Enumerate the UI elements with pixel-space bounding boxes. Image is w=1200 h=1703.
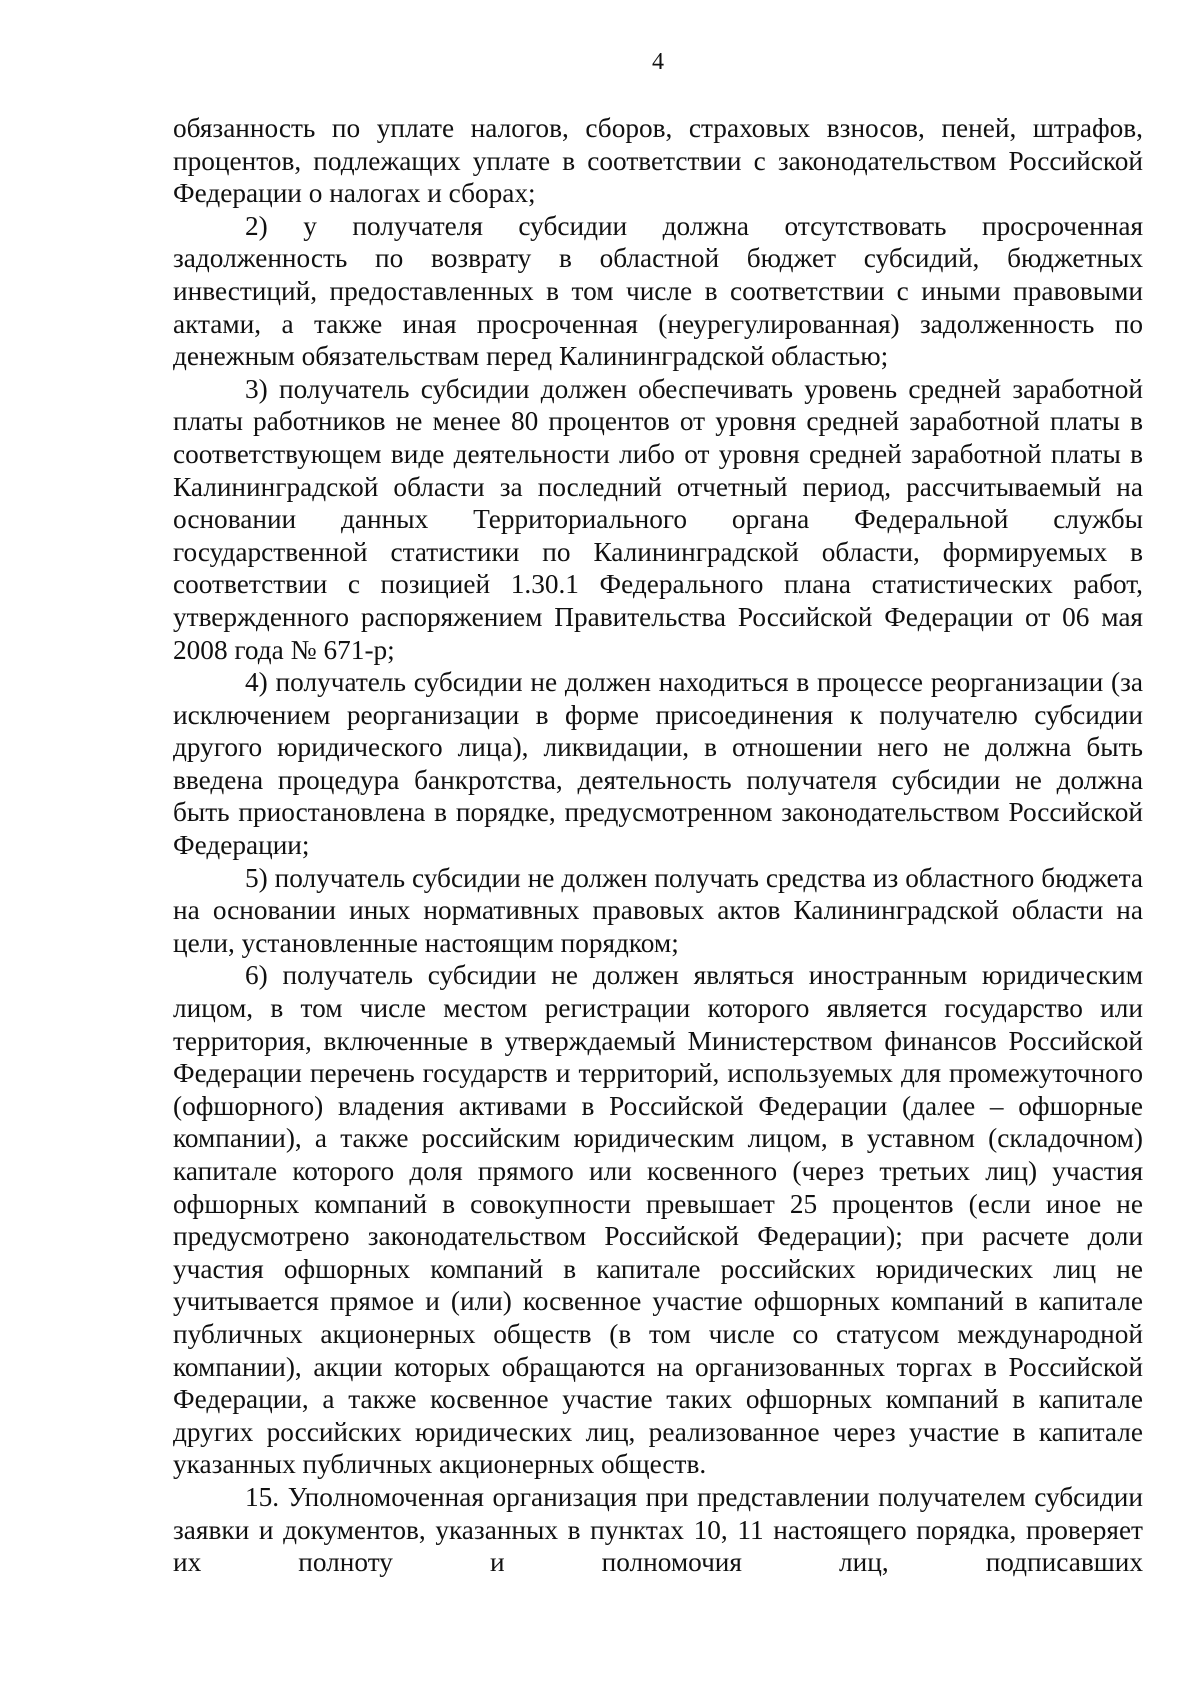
paragraph-item-3: 3) получатель субсидии должен обеспечивать уровень средней заработной платы работников не менее 80 процентов от уровня средней заработной платы в соответствующем виде деятельности либо от уровня средней заработной платы в Калининградской области за последний отчетный период, рассчитываемый на основании данных Территориального органа Федеральной службы государственной статистики по Калининградской области, формируемых в соответствии с позицией 1.30.1 Федерального плана статистических работ, утвержденного распоряжением Правительства Российской Федерации от 06 мая 2008 года № 671-р; (173, 373, 1143, 665)
paragraph-clause-15: 15. Уполномоченная организация при представлении получателем субсидии заявки и документов, указанных в пунктах 10, 11 настоящего порядка, проверяет их полноту и полномочия лиц, подписавших (173, 1481, 1143, 1578)
paragraph-continuation: обязанность по уплате налогов, сборов, страховых взносов, пеней, штрафов, процентов, подлежащих уплате в соответствии с законодательством Российской Федерации о налогах и сборах; (173, 113, 1143, 209)
paragraph-item-2: 2) у получателя субсидии должна отсутствовать просроченная задолженность по возврату в областной бюджет субсидий, бюджетных инвестиций, предоставленных в том числе в соответствии с иными правовыми актами, а также иная просроченная (неурегулированная) задолженность по денежным обязательствам перед Калининградской областью; (173, 210, 1143, 372)
document-body (173, 112, 1143, 1579)
paragraph-item-4: 4) получатель субсидии не должен находиться в процессе реорганизации (за исключением реорганизации в форме присоединения к получателю субсидии другого юридического лица), ликвидации, в отношении него не должна быть введена процедура банкротства, деятельность получателя субсидии не должна быть приостановлена в порядке, предусмотренном законодательством Российской Федерации; (173, 667, 1143, 861)
paragraph-item-5: 5) получатель субсидии не должен получать средства из областного бюджета на основании иных нормативных правовых актов Калининградской области на цели, установленные настоящим порядком; (173, 862, 1143, 958)
page-number: 4 (652, 49, 664, 75)
paragraph-item-6: 6) получатель субсидии не должен являться иностранным юридическим лицом, в том числе местом регистрации которого является государство или территория, включенные в утверждаемый Министерством финансов Российской Федерации перечень государств и территорий, используемых для промежуточного (офшорного) владения активами в Российской Федерации (далее – офшорные компании), а также российским юридическим лицом, в уставном (складочном) капитале которого доля прямого или косвенного (через третьих лиц) участия офшорных компаний в совокупности превышает 25 процентов (если иное не предусмотрено законодательством Российской Федерации); при расчете доли участия офшорных компаний в капитале российских юридических лиц не учитывается прямое и (или) косвенное участие офшорных компаний в капитале публичных акционерных обществ (в том числе со статусом международной компании), акции которых обращаются на организованных торгах в Российской Федерации, а также косвенное участие таких офшорных компаний в капитале других российских юридических лиц, реализованное через участие в капитале указанных публичных акционерных обществ. (173, 960, 1143, 1480)
